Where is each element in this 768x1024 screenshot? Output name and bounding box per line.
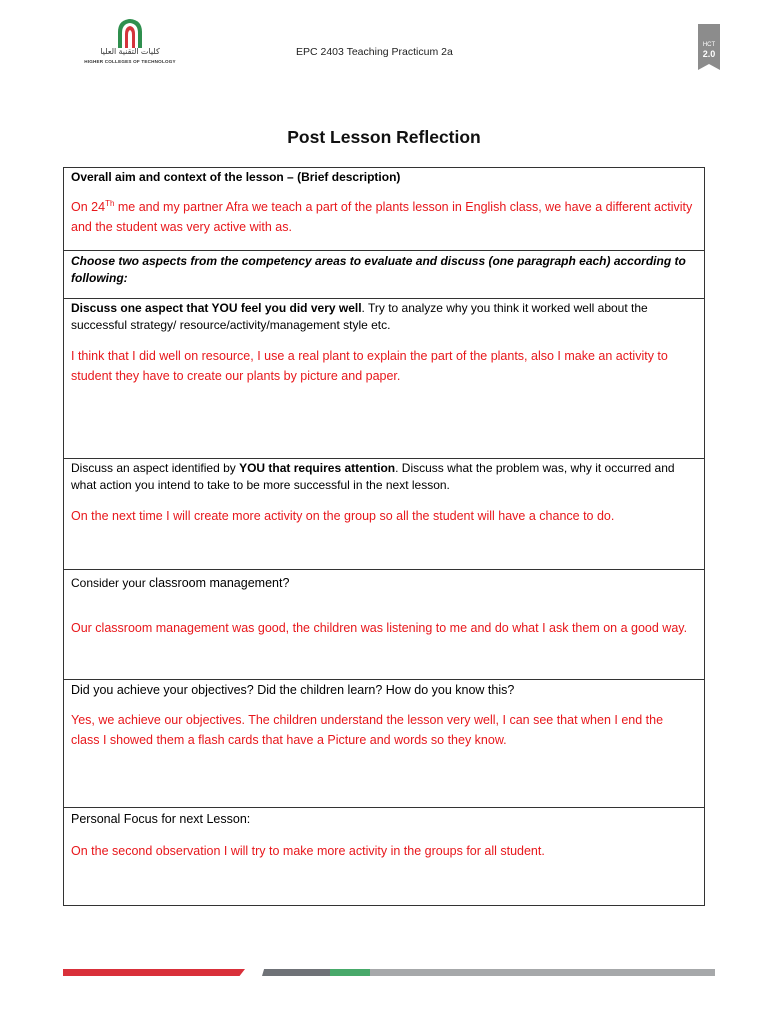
aim-answer-post: me and my partner Afra we teach a part of the plants lesson in English class, we have a different activity and the student was very active with as.	[71, 200, 693, 234]
did-well-answer: I think that I did well on resource, I use a real plant to explain the part of the plants, also I make an activity to student they have to create our plants by picture and paper.	[71, 349, 668, 383]
row-objectives	[64, 679, 704, 807]
hct-badge-icon	[698, 24, 720, 70]
badge-bottom-text: 2.0	[702, 49, 716, 59]
objectives-answer: Yes, we achieve our objectives. The children understand the lesson very well, I can see that when I end the class I showed them a flash cards that have a Picture and words so they know.	[71, 713, 664, 747]
classroom-answer: Our classroom management was good, the children was listening to me and do what I ask them on a good way.	[71, 621, 688, 635]
hct-logo	[84, 18, 176, 62]
row-classroom	[64, 569, 704, 679]
footer-stripe-green	[330, 969, 370, 976]
attention-prompt-a: Discuss an aspect identified by	[71, 461, 240, 475]
attention-answer: On the next time I will create more activity on the group so all the student will have a chance to do.	[71, 509, 615, 523]
badge-top-text: HCT	[702, 42, 716, 48]
aim-prompt: Overall aim and context of the lesson – (Brief description)	[71, 170, 401, 184]
aim-answer	[71, 198, 694, 237]
classroom-prompt	[71, 575, 694, 592]
row-did-well	[64, 298, 704, 458]
page-title: Post Lesson Reflection	[287, 127, 481, 147]
logo-english-text: HIGHER COLLEGES OF TECHNOLOGY	[84, 59, 176, 64]
attention-prompt-bold: YOU that requires attention	[239, 461, 396, 475]
aim-answer-pre: On 24	[71, 200, 106, 214]
attention-prompt-rest: . Discuss what the problem was, why it occurred and what action you intend to take to be more successful in the next lesson.	[71, 461, 675, 492]
classroom-prompt-a: Consider your	[71, 576, 150, 590]
row-aim	[64, 168, 704, 250]
aim-answer-sup: Th	[105, 198, 115, 208]
footer-stripe-dark	[262, 969, 332, 976]
logo-arabic-text: كليات التقنية العليا	[100, 47, 160, 56]
row-choose	[64, 250, 704, 298]
choose-prompt: Choose two aspects from the competency areas to evaluate and discuss (one paragraph each) according to following:	[71, 254, 686, 285]
focus-prompt: Personal Focus for next Lesson:	[71, 812, 251, 826]
footer-stripe-gray	[370, 969, 715, 976]
attention-prompt	[71, 460, 694, 494]
reflection-table	[63, 167, 705, 906]
hct-logo-icon	[84, 18, 176, 48]
focus-answer: On the second observation I will try to make more activity in the groups for all student.	[71, 844, 545, 858]
footer-stripe-red	[63, 969, 245, 976]
course-title: EPC 2403 Teaching Practicum 2a	[296, 46, 453, 58]
did-well-prompt	[71, 300, 694, 334]
row-attention	[64, 458, 704, 569]
row-personal-focus	[64, 807, 704, 905]
classroom-prompt-b: classroom management?	[149, 576, 290, 590]
objectives-prompt: Did you achieve your objectives? Did the children learn? How do you know this?	[71, 683, 515, 697]
did-well-prompt-bold: Discuss one aspect that YOU feel you did very well	[71, 301, 362, 315]
did-well-prompt-rest: . Try to analyze why you think it worked well about the successful strategy/ resource/activity/management style etc.	[71, 301, 648, 332]
